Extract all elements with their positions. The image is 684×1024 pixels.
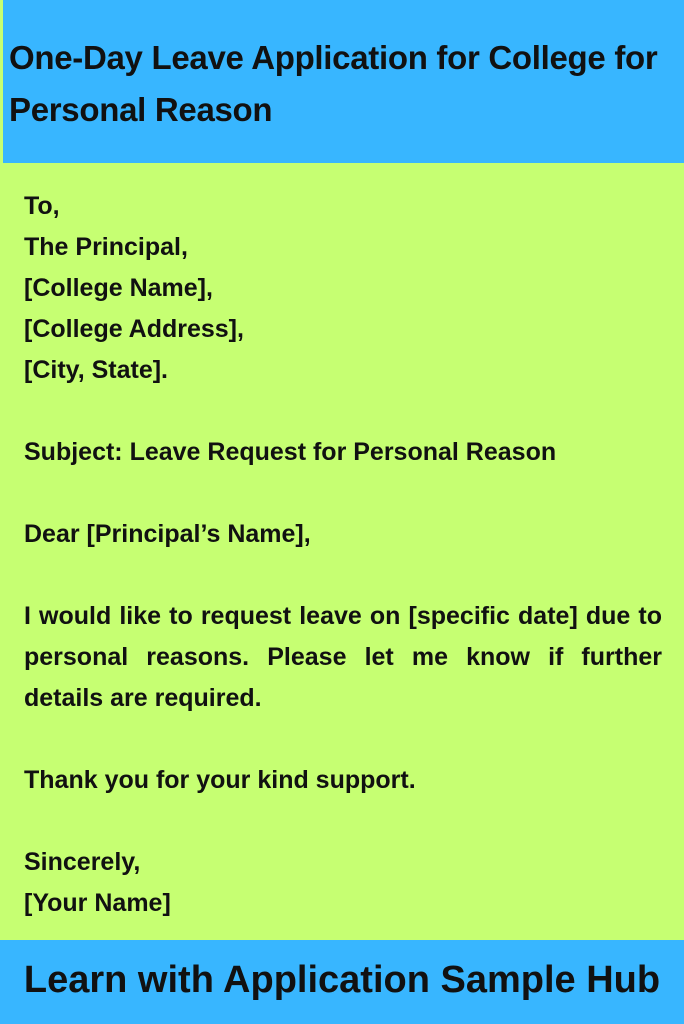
recipient-title: The Principal, [24, 233, 188, 261]
page-title: One-Day Leave Application for College for Personal Reason [9, 39, 658, 128]
title-banner [3, 0, 684, 163]
spacer [24, 801, 662, 842]
footer-text: Learn with Application Sample Hub [23, 959, 661, 1001]
spacer [24, 719, 662, 760]
subject-line: Subject: Leave Request for Personal Reason [24, 438, 557, 466]
thanks-line: Thank you for your kind support. [24, 766, 416, 794]
signature: [Your Name] [24, 889, 171, 917]
spacer [24, 555, 662, 596]
college-name: [College Name], [24, 274, 213, 302]
footer-banner [0, 940, 684, 1024]
body-paragraph: I would like to request leave on [specific date] due to personal reasons. Please let me know if further details are required. [24, 602, 662, 712]
college-address: [College Address], [24, 315, 244, 343]
spacer [24, 391, 662, 432]
city-state: [City, State]. [24, 356, 168, 384]
closing: Sincerely, [24, 848, 141, 876]
spacer [24, 473, 662, 514]
letter-body [24, 186, 662, 924]
greeting: Dear [Principal’s Name], [24, 520, 311, 548]
salutation-to: To, [24, 192, 60, 220]
